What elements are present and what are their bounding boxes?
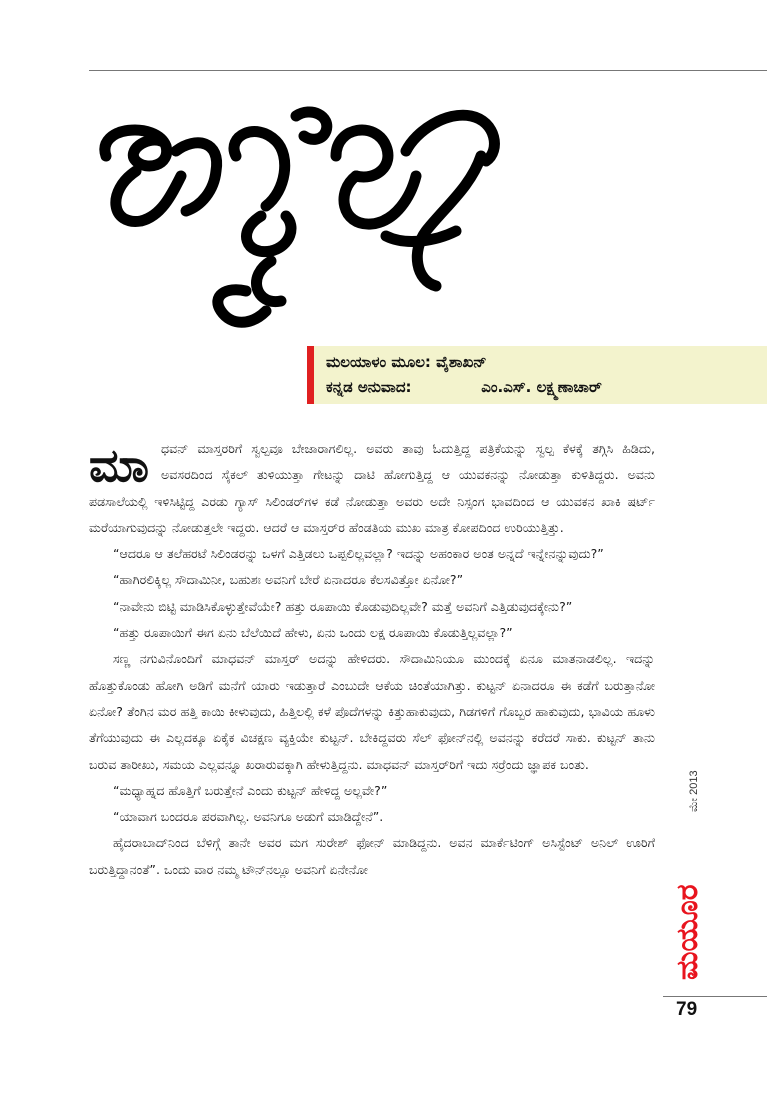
- story-title-calligraphy: [86, 96, 510, 334]
- article-paragraph: “ಮಧ್ಯಾಹ್ನದ ಹೊತ್ತಿಗೆ ಬರುತ್ತೇನೆ ಎಂದು ಕುಟ್ಟನ್ ಹೇಳಿದ್ದ ಅಲ್ಲವೇ?”: [113, 782, 388, 798]
- article-paragraph: “ಹಾಗಿರಲಿಕ್ಕಿಲ್ಲ ಸೌದಾಮಿನೀ, ಬಹುಶಃ ಅವನಿಗೆ ಬೇರೆ ಏನಾದರೂ ಕೆಲಸವಿತ್ತೋ ಏನೋ?”: [113, 572, 464, 588]
- article-body: [89, 436, 655, 883]
- bottom-rule: [663, 996, 767, 997]
- credit-original-name: ವೈಶಾಖನ್: [436, 353, 487, 371]
- article-paragraph: “ಹತ್ತು ರೂಪಾಯಿಗೆ ಈಗ ಏನು ಬೆಲೆಯಿದೆ ಹೇಳು, ಏನು ಒಂದು ಲಕ್ಷ ರೂಪಾಯಿ ಕೊಡುತ್ತಿಲ್ಲವಲ್ಲಾ?”: [113, 625, 513, 641]
- article-paragraph: ಹೈದರಾಬಾದ್‌ನಿಂದ ಬೆಳಿಗ್ಗೆ ತಾನೇ ಅವರ ಮಗ ಸುರೇಶ್ ಫೋನ್ ಮಾಡಿದ್ದನು. ಅವನ ಮಾರ್ಕೆಟಿಂಗ್ ಅಸಿಸ್ಟೆಂಟ್ ಅನಿಲ್ ಊರಿಗೆ ಬರುತ್ತಿದ್ದಾನಂತೆ”. ಒಂದು ವಾರ ನಮ್ಮ ಟೌನ್‌ನಲ್ಲೂ ಅವನಿಗೆ ಏನೇನೋ: [89, 835, 655, 877]
- credit-original: [326, 350, 767, 375]
- magazine-name: ಮಯೂರ: [670, 884, 705, 980]
- article-paragraph: “ಆದರೂ ಆ ತಲೆಹರಟೆ ಸಿಲಿಂಡರನ್ನು ಒಳಗೆ ಎತ್ತಿಡಲು ಒಪ್ಪಲಿಲ್ಲವಲ್ಲಾ? ಇದನ್ನು ಅಹಂಕಾರ ಅಂತ ಅನ್ನದೆ ಇನ್ನೇನನ್ನುವುದು?”: [113, 546, 604, 562]
- article-paragraph: “ಯಾವಾಗ ಬಂದರೂ ಪರವಾಗಿಲ್ಲ. ಅವನಿಗೂ ಅಡುಗೆ ಮಾಡಿದ್ದೇನೆ”.: [113, 809, 384, 825]
- credit-translation-role: ಕನ್ನಡ ಅನುವಾದ:: [326, 378, 412, 396]
- credit-original-role: ಮಲಯಾಳಂ ಮೂಲ:: [326, 353, 431, 371]
- article-paragraph: [89, 436, 655, 541]
- title-calligraphy-graphic: [86, 96, 510, 334]
- article-paragraph: ಸಣ್ಣ ನಗುವಿನೊಂದಿಗೆ ಮಾಧವನ್ ಮಾಸ್ತರ್ ಅದನ್ನು ಹೇಳಿದರು. ಸೌದಾಮಿನಿಯೂ ಮುಂದಕ್ಕೆ ಏನೂ ಮಾತನಾಡಲಿಲ್ಲ. ಇದನ್ನು ಹೊತ್ತುಕೊಂಡು ಹೋಗಿ ಅಡಿಗೆ ಮನೆಗೆ ಯಾರು ಇಡುತ್ತಾರೆ ಎಂಬುದೇ ಆಕೆಯ ಚಿಂತೆಯಾಗಿತ್ತು. ಕುಟ್ಟನ್ ಏನಾದರೂ ಈ ಕಡೆಗೆ ಬರುತ್ತಾನೋ ಏನೋ? ತೆಂಗಿನ ಮರ ಹತ್ತಿ ಕಾಯಿ ಕೀಳುವುದು, ಹಿತ್ತಿಲಲ್ಲಿ ಕಳೆ ಪೊದೆಗಳನ್ನು ಕಿತ್ತುಹಾಕುವುದು, ಗಿಡಗಳಿಗೆ ಗೊಬ್ಬರ ಹಾಕುವುದು, ಭಾವಿಯ ಹೂಳು ತೆಗೆಯುವುದು ಈ ಎಲ್ಲದಕ್ಕೂ ಏಕೈಕ ವಿಚಕ್ಷಣ ವ್ಯಕ್ತಿಯೇ ಕುಟ್ಟನ್. ಬೇಕಿದ್ದವರು ಸೆಲ್ ಫೋನ್‌ನಲ್ಲಿ ಅವನನ್ನು ಕರೆದರೆ ಸಾಕು. ಕುಟ್ಟನ್ ತಾನು ಬರುವ ತಾರೀಖು, ಸಮಯ ಎಲ್ಲವನ್ನೂ ಖರಾರುವಕ್ಕಾಗಿ ಹೇಳುತ್ತಿದ್ದನು. ಮಾಧವನ್ ಮಾಸ್ತರ್‌ರಿಗೆ ಇದು ಸರ್ರೆಂದು ಜ್ಞಾಪಕ ಬಂತು.: [89, 651, 655, 772]
- drop-cap: ಮಾ: [89, 438, 147, 492]
- page-number: 79: [676, 999, 698, 1020]
- credits-box: [307, 346, 767, 404]
- paragraph-text: ಧವನ್ ಮಾಸ್ತರರಿಗೆ ಸ್ವಲ್ಪವೂ ಬೇಜಾರಾಗಲಿಲ್ಲ. ಅವರು ತಾವು ಓದುತ್ತಿದ್ದ ಪತ್ರಿಕೆಯನ್ನು ಸ್ವಲ್ಪ ಕೆಳಕ್ಕೆ ತಗ್ಗಿಸಿ ಹಿಡಿದು, ಅವಸರದಿಂದ ಸೈಕಲ್ ತುಳಿಯುತ್ತಾ ಗೇಟನ್ನು ದಾಟಿ ಹೋಗುತ್ತಿದ್ದ ಆ ಯುವಕನನ್ನು ನೋಡುತ್ತಾ ಕುಳಿತಿದ್ದರು. ಅವನು ಪಡಸಾಲೆಯಲ್ಲಿ ಇಳಿಸಿಟ್ಟಿದ್ದ ಎರಡು ಗ್ಯಾಸ್ ಸಿಲಿಂಡರ್‌ಗಳ ಕಡೆ ನೋಡುತ್ತಾ ಅವರು ಅದೇ ನಿಸ್ಸಂಗ ಭಾವದಿಂದ ಆ ಯುವಕನ ಖಾಕಿ ಷರ್ಟ್ ಮರೆಯಾಗುವುದನ್ನು ನೋಡುತ್ತಲೇ ಇದ್ದರು. ಆದರೆ ಆ ಮಾಸ್ತರ್‌ರ ಹೆಂಡತಿಯ ಮುಖ ಮಾತ್ರ ಕೋಪದಿಂದ ಉರಿಯುತ್ತಿತ್ತು.: [89, 441, 655, 535]
- credit-translation: [326, 375, 767, 400]
- article-paragraph: “ನಾವೇನು ಬಿಟ್ಟಿ ಮಾಡಿಸಿಕೊಳ್ಳುತ್ತೇವೆಯೇ? ಹತ್ತು ರೂಪಾಯಿ ಕೊಡುವುದಿಲ್ಲವೇ? ಮತ್ತೆ ಅವನಿಗೆ ಎತ್ತಿಡುವುದಕ್ಕೇನು?”: [113, 598, 573, 614]
- top-rule: [89, 70, 767, 71]
- issue-date: ಮೇ 2013: [688, 770, 700, 812]
- credit-translation-name: ಎಂ.ಎಸ್. ಲಕ್ಷ್ಮಣಾಚಾರ್: [481, 378, 602, 396]
